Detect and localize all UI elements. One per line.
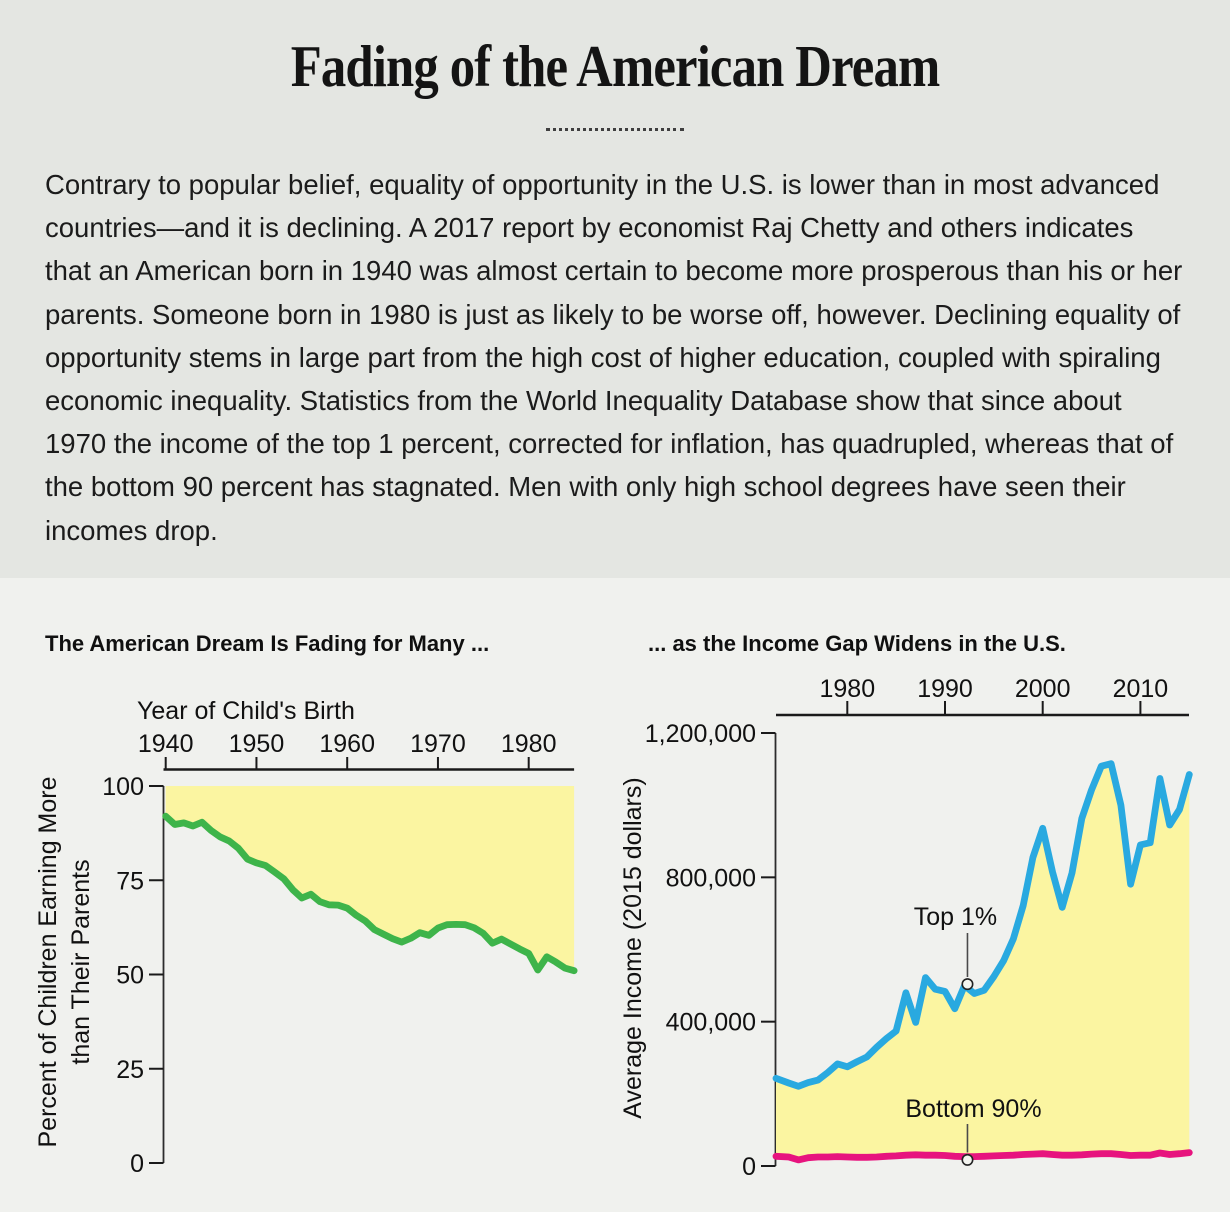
y-tick-label: 400,000 bbox=[665, 1008, 756, 1037]
annotation-label: Bottom 90% bbox=[905, 1095, 1042, 1123]
x-tick-label: 2000 bbox=[1014, 675, 1071, 703]
y-tick-label: 0 bbox=[130, 1150, 144, 1178]
right-y-ticks bbox=[645, 720, 776, 1181]
y-tick-label: 25 bbox=[116, 1055, 144, 1084]
header-panel bbox=[0, 0, 1230, 578]
right-x-ticks bbox=[819, 675, 1168, 715]
annotation-label: Top 1% bbox=[913, 903, 998, 931]
right-y-axis-title: Average Income (2015 dollars) bbox=[619, 777, 647, 1119]
page-title: Fading of the American Dream bbox=[290, 33, 940, 99]
y-tick-label: 800,000 bbox=[665, 864, 756, 893]
x-tick-label: 1980 bbox=[500, 730, 557, 758]
y-tick-label: 100 bbox=[102, 773, 144, 801]
left-y-axis-title-line2: than Their Parents bbox=[67, 859, 95, 1065]
annotation-marker bbox=[962, 1155, 972, 1165]
x-tick-label: 1940 bbox=[137, 730, 194, 758]
left-y-axis-title-line1: Percent of Children Earning More bbox=[34, 776, 62, 1148]
x-tick-label: 1970 bbox=[410, 730, 466, 758]
left-chart-title: The American Dream Is Fading for Many ... bbox=[45, 631, 490, 656]
x-tick-label: 2010 bbox=[1112, 675, 1169, 703]
y-tick-label: 75 bbox=[116, 867, 144, 896]
left-x-ticks bbox=[138, 730, 557, 770]
x-tick-label: 1990 bbox=[917, 675, 973, 703]
x-tick-label: 1950 bbox=[228, 730, 285, 758]
dotted-divider bbox=[546, 128, 684, 131]
y-tick-label: 1,200,000 bbox=[644, 720, 756, 749]
y-tick-label: 50 bbox=[116, 961, 144, 990]
annotation-marker bbox=[962, 979, 972, 989]
x-tick-label: 1960 bbox=[319, 730, 376, 758]
intro-paragraph: Contrary to popular belief, equality of opportunity in the U.S. is lower than in most advanced countries—and it is declining. A 2017 report by economist Raj Chetty and others indicates that an American born in 1940 was almost certain to become more prosperous than his or her parents. Someone born in 1980 is just as likely to be worse off, however. Declining equality of opportunity stems in large part from the high cost of higher education, coupled with spiraling economic inequality. Statistics from the World Inequality Database show that since about 1970 the income of the top 1 percent, corrected for inflation, has quadrupled, whereas that of the bottom 90 percent has stagnated. Men with only high school degrees have seen their incomes drop. bbox=[45, 169, 1183, 546]
charts-canvas bbox=[0, 600, 1230, 1212]
right-chart-title: ... as the Income Gap Widens in the U.S. bbox=[648, 631, 1066, 656]
x-tick-label: 1980 bbox=[819, 675, 876, 703]
mobility-chart bbox=[34, 697, 574, 1178]
income-gap-chart bbox=[619, 675, 1189, 1181]
left-y-ticks bbox=[102, 773, 163, 1178]
y-tick-label: 0 bbox=[742, 1153, 756, 1181]
bottom90-line bbox=[776, 1153, 1189, 1160]
left-x-axis-title: Year of Child's Birth bbox=[137, 697, 355, 725]
